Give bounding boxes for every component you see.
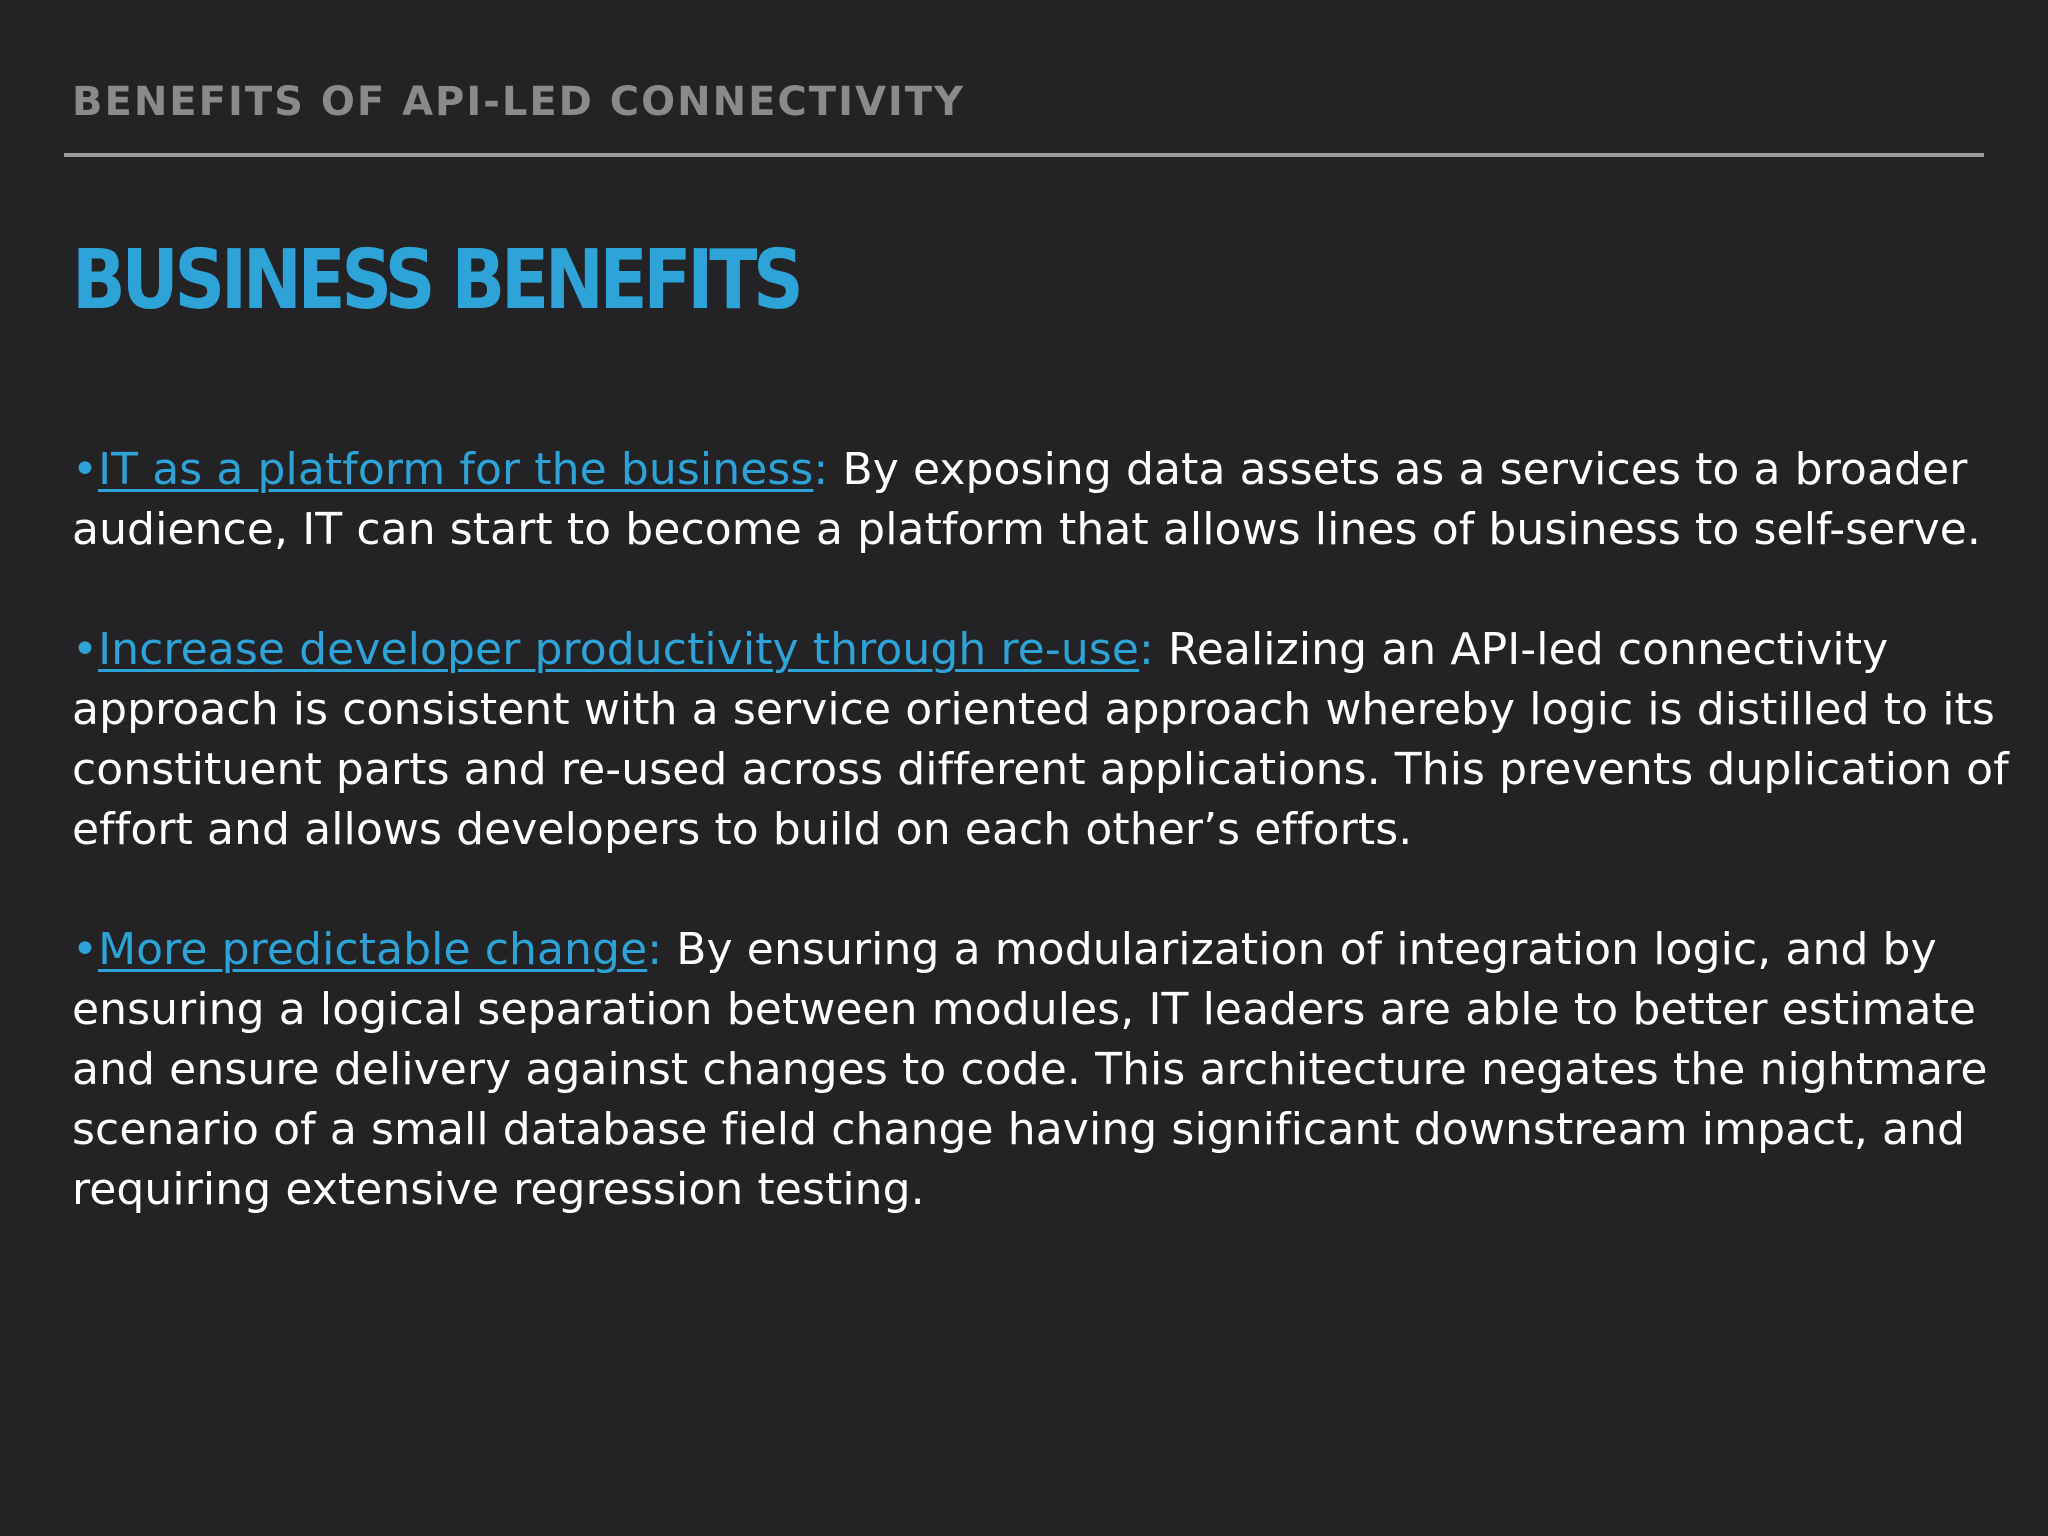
header-divider xyxy=(64,153,1984,157)
bullet-list xyxy=(72,440,2022,1220)
section-header: BENEFITS OF API-LED CONNECTIVITY xyxy=(72,79,966,125)
bullet-term-separator: : xyxy=(1139,624,1154,675)
bullet-term-link[interactable]: Increase developer productivity through re-use xyxy=(98,624,1140,675)
bullet-text: By exposing data assets as a services to a broader audience, IT can start to become a platform that allows lines of business to self-serve. xyxy=(72,444,1981,555)
slide-title: BUSINESS BENEFITS xyxy=(72,233,800,328)
bullet-item-productivity xyxy=(72,620,2022,860)
bullet-term-separator: : xyxy=(813,444,829,495)
bullet-term-separator: : xyxy=(647,924,663,975)
bullet-text: Realizing an API-led connectivity approach is consistent with a service oriented approach whereby logic is distilled to its constituent parts and re-used across different applications. This prevents duplication of effort and allows developers to build on each other’s efforts. xyxy=(72,624,2009,855)
bullet-term-link[interactable]: More predictable change xyxy=(98,924,648,975)
bullet-marker: • xyxy=(72,444,99,495)
bullet-marker: • xyxy=(72,624,99,675)
bullet-item-platform xyxy=(72,440,2022,560)
bullet-marker: • xyxy=(72,924,99,975)
bullet-term-link[interactable]: IT as a platform for the business xyxy=(98,444,814,495)
bullet-text: By ensuring a modularization of integration logic, and by ensuring a logical separation between modules, IT leaders are able to better estimate and ensure delivery against changes to code. This architecture negates the nightmare scenario of a small database field change having significant downstream impact, and requiring extensive regression testing. xyxy=(72,924,1988,1215)
bullet-item-predictable-change xyxy=(72,920,2022,1220)
